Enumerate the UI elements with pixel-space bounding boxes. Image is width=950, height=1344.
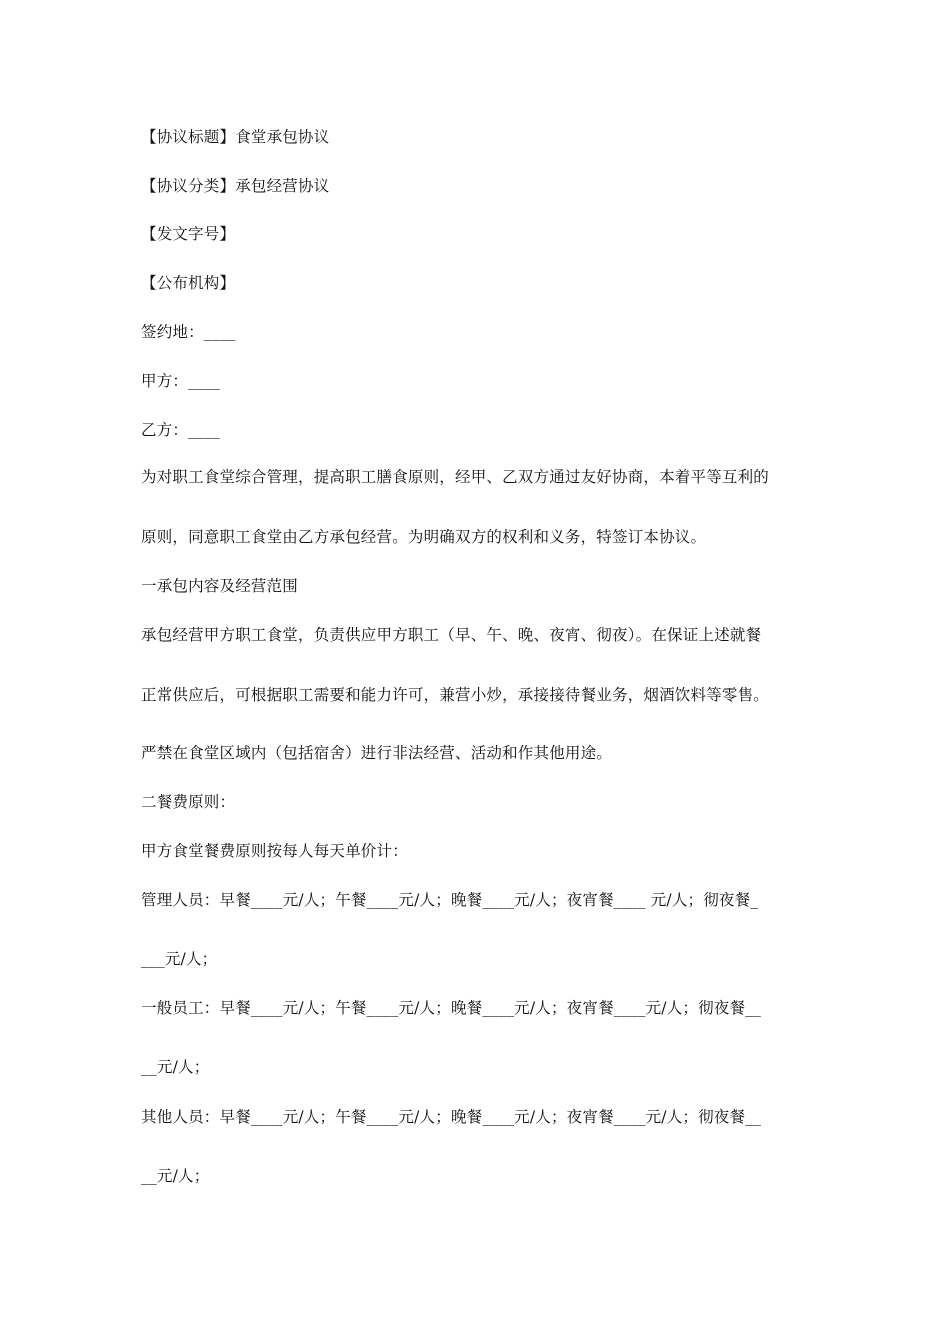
publisher-line: 【公布机构】 (141, 274, 236, 292)
section-1-line-3: 严禁在食堂区域内（包括宿舍）进行非法经营、活动和作其他用途。 (141, 744, 613, 762)
staff-price-line-1: 一般员工：早餐____元/人；午餐____元/人；晚餐____元/人；夜宵餐____元/人；彻夜餐__ (141, 999, 762, 1017)
section-1-line-2: 正常供应后，可根据职工需要和能力许可，兼营小炒，承接接待餐业务，烟酒饮料等零售。 (141, 686, 770, 704)
party-a-line: 甲方：____ (141, 372, 220, 390)
agreement-category-line: 【协议分类】承包经营协议 (141, 177, 330, 195)
others-price-line-1: 其他人员：早餐____元/人；午餐____元/人；晚餐____元/人；夜宵餐____元/人；彻夜餐__ (141, 1108, 762, 1126)
section-1-heading: 一承包内容及经营范围 (141, 577, 299, 595)
doc-number-line: 【发文字号】 (141, 225, 236, 243)
management-price-line-1: 管理人员：早餐____元/人；午餐____元/人；晚餐____元/人；夜宵餐____ 元/人；彻夜餐_ (141, 891, 759, 909)
staff-price-line-2: __元/人； (141, 1058, 210, 1076)
section-1-line-1: 承包经营甲方职工食堂，负责供应甲方职工（早、午、晚、夜宵、彻夜）。在保证上述就餐 (141, 626, 762, 644)
section-2-heading: 二餐费原则： (141, 793, 236, 811)
preamble-line-2: 原则，同意职工食堂由乙方承包经营。为明确双方的权利和义务，特签订本协议。 (141, 528, 707, 546)
sign-place-line: 签约地：____ (141, 323, 236, 341)
preamble-line-1: 为对职工食堂综合管理，提高职工膳食原则，经甲、乙双方通过友好协商，本着平等互利的 (141, 468, 770, 486)
party-b-line: 乙方：____ (141, 421, 220, 439)
agreement-title-line: 【协议标题】食堂承包协议 (141, 128, 330, 146)
others-price-line-2: __元/人； (141, 1167, 210, 1185)
management-price-line-2: ___元/人； (141, 950, 218, 968)
section-2-intro: 甲方食堂餐费原则按每人每天单价计： (141, 842, 408, 860)
